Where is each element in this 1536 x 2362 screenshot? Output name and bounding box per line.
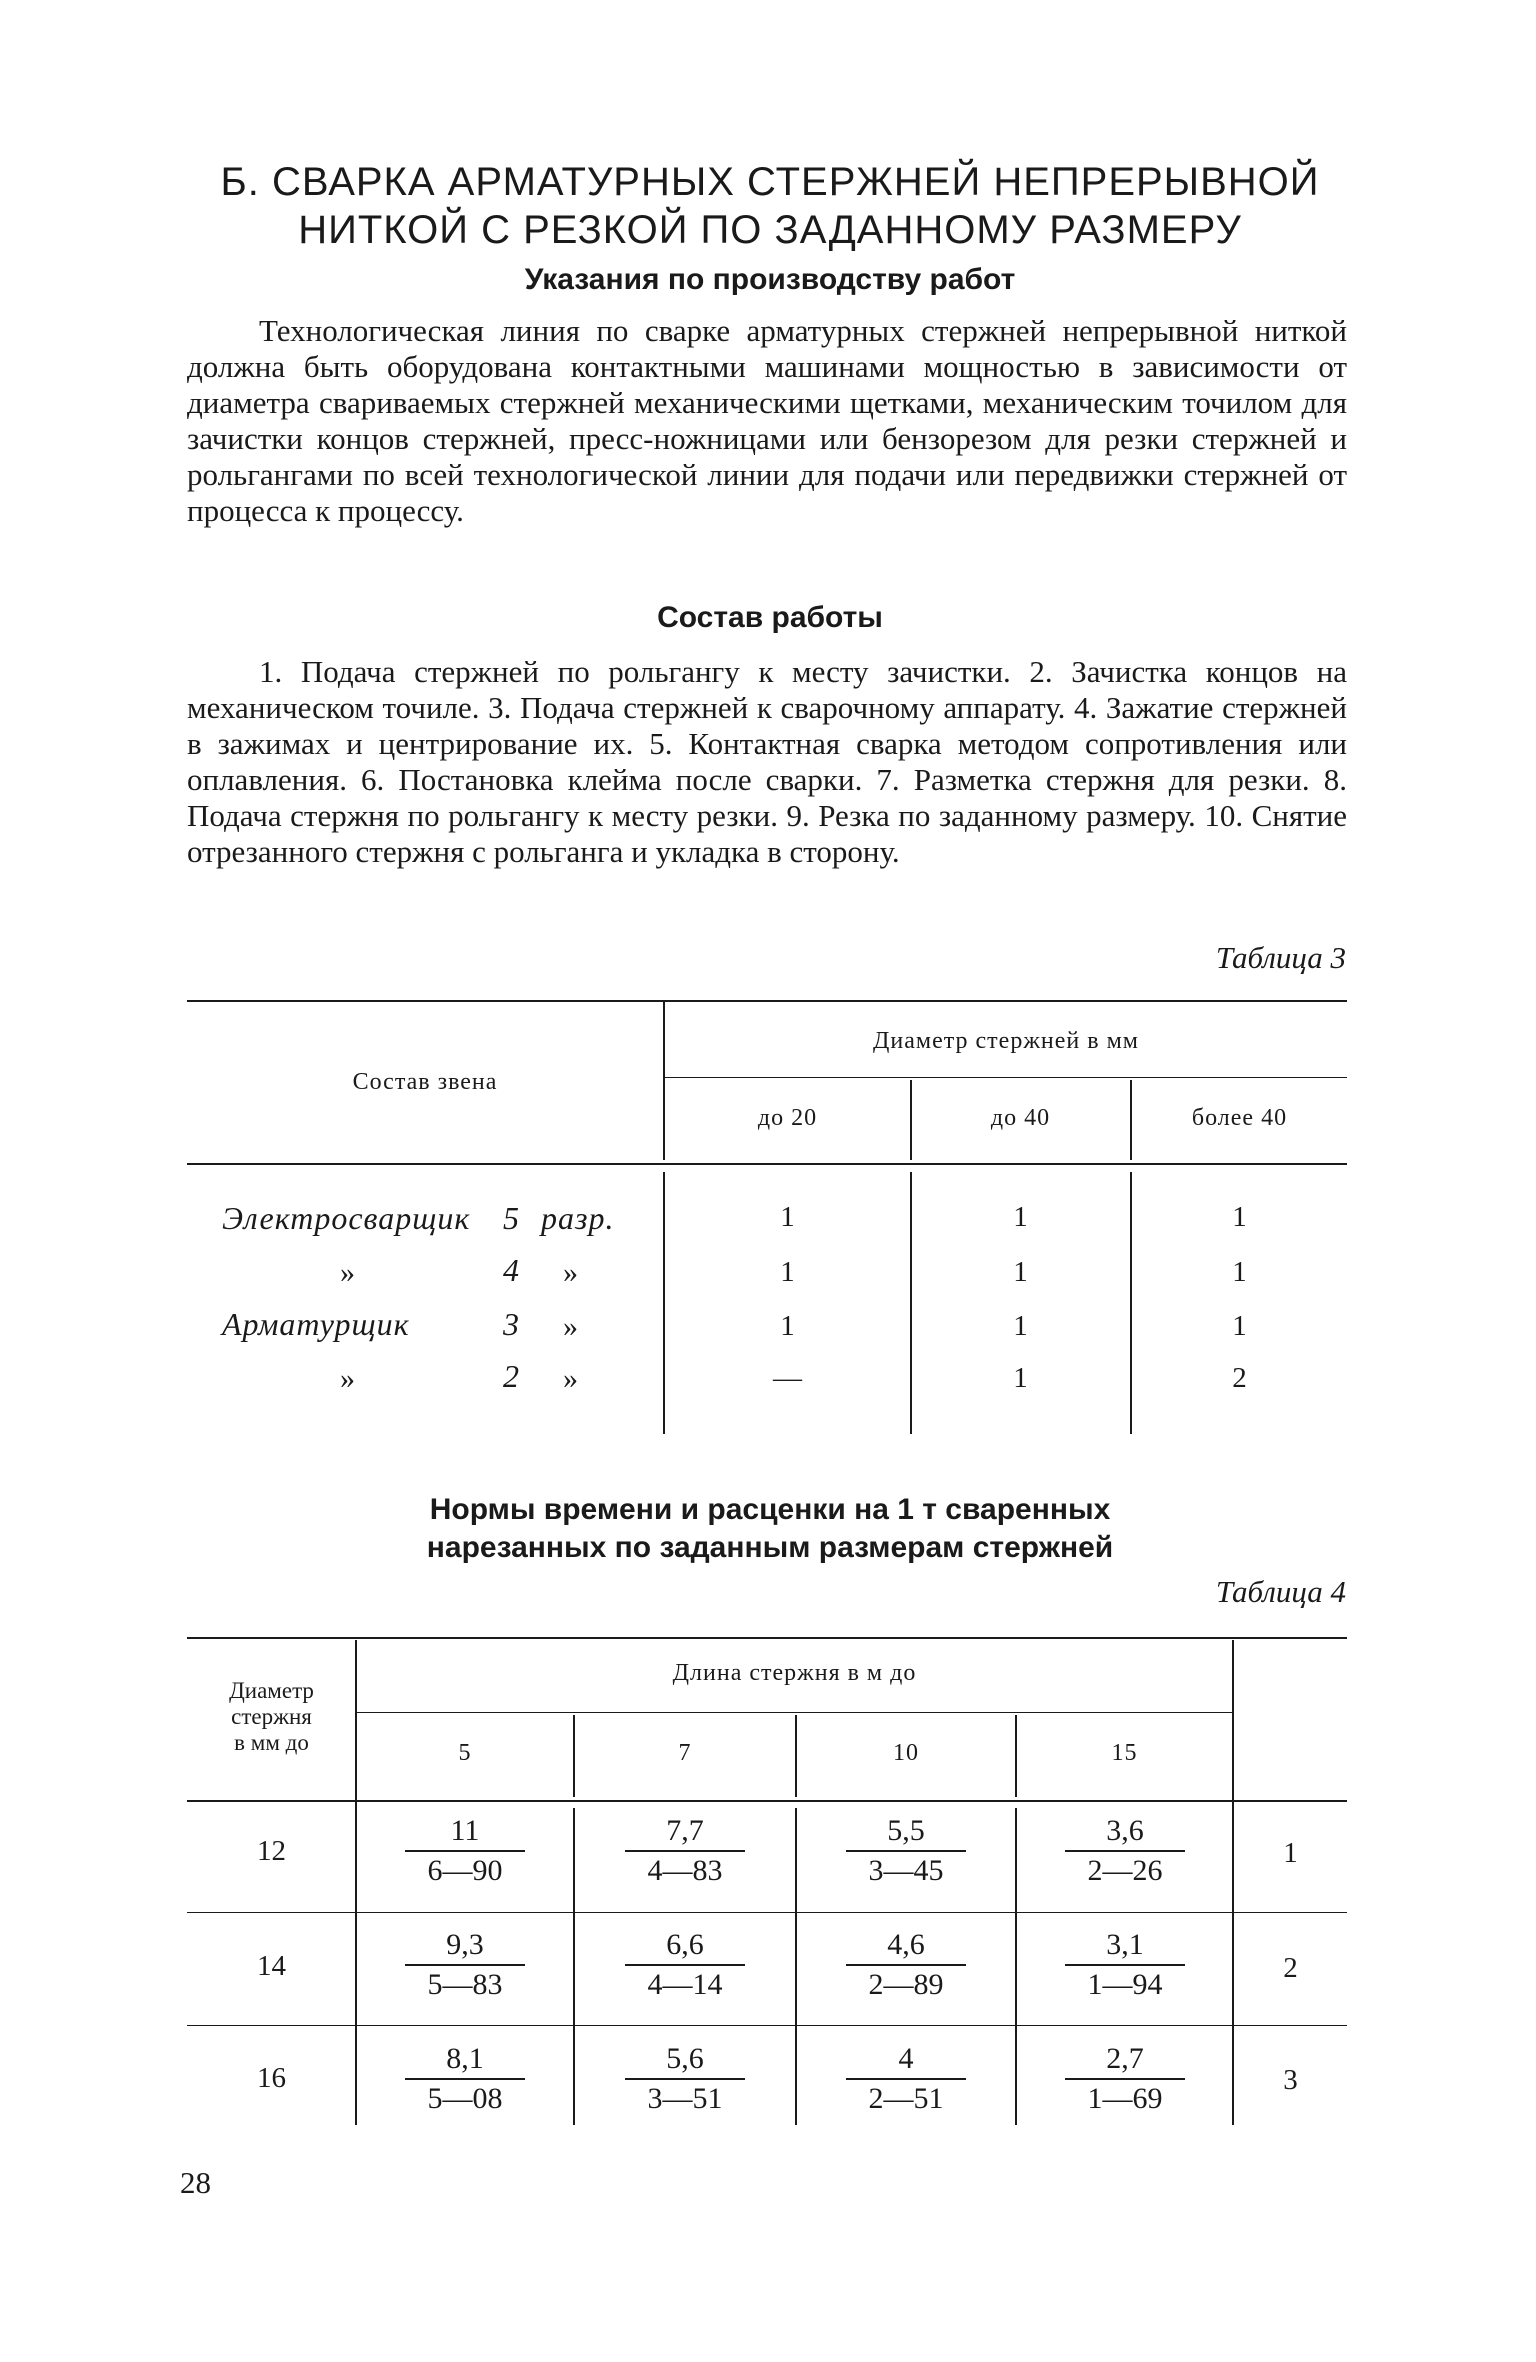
- table4-cell: $\frac{3,6}{2—26}$: [1065, 1812, 1185, 1890]
- table3-row-unit: разр.: [541, 1200, 615, 1236]
- page-number: 28: [180, 2165, 211, 2200]
- table4-cell: $\frac{5,5}{3—45}$: [846, 1812, 966, 1890]
- table3-row-role: »: [340, 1256, 355, 1289]
- table4-col-1: 5: [458, 1740, 472, 1766]
- table3-cell: 1: [1013, 1310, 1028, 1342]
- table4-row-index: 2: [1283, 1952, 1298, 1984]
- table3-cell: 2: [1232, 1362, 1247, 1394]
- table3-col-3: более 40: [1191, 1105, 1288, 1131]
- table3-col-1: до 20: [757, 1105, 818, 1131]
- instructions-heading: Указания по производству работ: [524, 263, 1016, 296]
- table3-row-grade: 3: [503, 1306, 520, 1342]
- table3-col-2: до 40: [990, 1105, 1051, 1131]
- table3-row-unit: »: [563, 1256, 578, 1289]
- table4-row-header-line-3: в мм до: [234, 1730, 309, 1755]
- section-title-line-1: Б. СВАРКА АРМАТУРНЫХ СТЕРЖНЕЙ НЕПРЕРЫВНОЙ: [220, 160, 1320, 204]
- table3-row-grade: 5: [503, 1200, 520, 1236]
- table4-cell: $\frac{7,7}{4—83}$: [625, 1812, 745, 1890]
- table4-cell: $\frac{11}{6—90}$: [405, 1812, 525, 1890]
- table4-cell: $\frac{6,6}{4—14}$: [625, 1926, 745, 2004]
- table3-cell: 1: [1013, 1201, 1028, 1233]
- table3-row-role: Электросварщик: [222, 1200, 471, 1236]
- table4-row-diameter: 12: [257, 1835, 286, 1867]
- table4-col-4: 15: [1111, 1740, 1138, 1766]
- table3-group-header: Диаметр стержней в мм: [873, 1028, 1139, 1054]
- table3-caption: Таблица 3: [1215, 940, 1346, 975]
- table4-heading-line-1: Нормы времени и расценки на 1 т сваренных: [429, 1493, 1111, 1526]
- section-title-line-2: НИТКОЙ С РЕЗКОЙ ПО ЗАДАННОМУ РАЗМЕРУ: [298, 208, 1242, 252]
- table4-cell: $\frac{3,1}{1—94}$: [1065, 1926, 1185, 2004]
- table4-cell: $\frac{4}{2—51}$: [846, 2040, 966, 2118]
- table4-heading-line-2: нарезанных по заданным размерам стержней: [426, 1531, 1114, 1564]
- table3-cell: 1: [1232, 1310, 1247, 1342]
- table4-row-index: 3: [1283, 2064, 1298, 2096]
- table4-cell: $\frac{9,3}{5—83}$: [405, 1926, 525, 2004]
- table3-cell: —: [773, 1362, 802, 1394]
- table4-cell: $\frac{2,7}{1—69}$: [1065, 2040, 1185, 2118]
- table3-row-role: »: [340, 1362, 355, 1395]
- table3-row-unit: »: [563, 1362, 578, 1395]
- table4-row-diameter: 14: [257, 1950, 286, 1982]
- table4-row-header-line-1: Диаметр: [229, 1678, 314, 1703]
- table3-cell: 1: [780, 1201, 795, 1233]
- table3-row-role: Арматурщик: [222, 1306, 410, 1342]
- table3-cell: 1: [1013, 1362, 1028, 1394]
- table4-row-index: 1: [1283, 1837, 1298, 1869]
- table3-row-grade: 4: [503, 1252, 520, 1288]
- table4-row-diameter: 16: [257, 2062, 286, 2094]
- table3-row-grade: 2: [503, 1358, 520, 1394]
- table4-cell: $\frac{4,6}{2—89}$: [846, 1926, 966, 2004]
- work-paragraph: 1. Подача стержней по рольгангу к месту зачистки. 2. Зачистка концов на механическом точиле. 3. Подача стержней к сварочному аппарату. 4. Зажатие стержней в зажимах и центрирование их. 5. Контактная сварка методом сопротивления или оплавления. 6. Постановка клейма после сварки. 7. Разметка стержня для резки. 8. Подача стержня по рольгангу к месту резки. 9. Резка по заданному размеру. 10. Снятие отрезанного стержня с рольганга и укладка в сторону.: [187, 654, 1347, 869]
- table3-cell: 1: [1232, 1256, 1247, 1288]
- table4-cell: $\frac{8,1}{5—08}$: [405, 2040, 525, 2118]
- table3-col-header: Состав звена: [352, 1069, 498, 1095]
- table3-cell: 1: [780, 1310, 795, 1342]
- work-heading: Состав работы: [657, 601, 883, 634]
- table4-cell: $\frac{5,6}{3—51}$: [625, 2040, 745, 2118]
- table3-cell: 1: [1232, 1201, 1247, 1233]
- table4-group-header: Длина стержня в м до: [672, 1660, 917, 1686]
- table4-col-2: 7: [678, 1740, 692, 1766]
- table4-row-header-line-2: стержня: [231, 1704, 312, 1729]
- instructions-paragraph: Технологическая линия по сварке арматурных стержней непрерывной ниткой должна быть оборудована контактными машинами мощностью в зависимости от диаметра свариваемых стержней механическими щетками, механическим точилом для зачистки концов стержней, пресс-ножницами или бензорезом для резки стержней и рольгангами по всей технологической линии для подачи или передвижки стержней от процесса к процессу.: [187, 313, 1347, 528]
- table4-col-3: 10: [893, 1740, 919, 1766]
- table4-caption: Таблица 4: [1215, 1574, 1346, 1609]
- table3-cell: 1: [780, 1256, 795, 1288]
- table3-row-unit: »: [563, 1310, 578, 1343]
- table3-cell: 1: [1013, 1256, 1028, 1288]
